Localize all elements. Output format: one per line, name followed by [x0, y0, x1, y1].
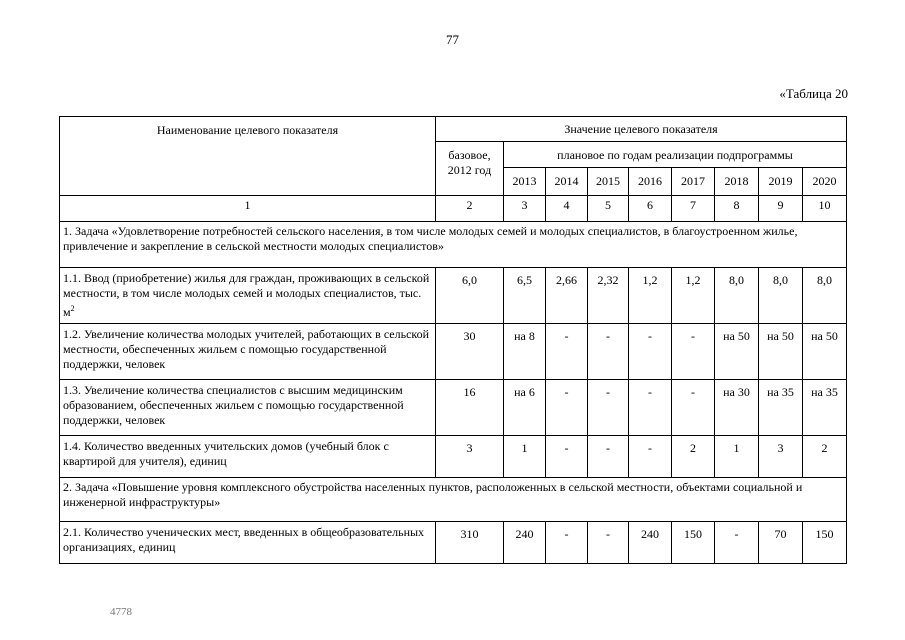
indicator-row: [60, 380, 847, 436]
value-cell: 3: [759, 436, 803, 478]
value-cell: 1: [504, 436, 546, 478]
target-indicators-table: [59, 116, 847, 564]
value-cell: 240: [629, 522, 672, 564]
value-cell: 16: [436, 380, 504, 436]
value-cell: -: [715, 522, 759, 564]
value-cell: на 6: [504, 380, 546, 436]
year-cell: 2013: [504, 168, 546, 196]
value-cell: 2,66: [546, 268, 588, 324]
value-cell: 8,0: [715, 268, 759, 324]
year-cell: 2015: [588, 168, 629, 196]
header-indicator-value: Значение целевого показателя: [436, 117, 847, 142]
header-row-1: [60, 117, 847, 142]
header-planned: плановое по годам реализации подпрограммы: [504, 142, 847, 168]
year-cell: 2018: [715, 168, 759, 196]
indicator-name: 1.2. Увеличение количества молодых учителей, работающих в сельской местности, обеспеченных жильем с помощью государственной поддержки, человек: [60, 324, 436, 380]
value-cell: 3: [436, 436, 504, 478]
column-number: 1: [60, 196, 436, 222]
indicator-name: 1.4. Количество введенных учительских домов (учебный блок с квартирой для учителя), единиц: [60, 436, 436, 478]
value-cell: 2,32: [588, 268, 629, 324]
value-cell: на 35: [759, 380, 803, 436]
year-cell: 2017: [672, 168, 715, 196]
column-number: 8: [715, 196, 759, 222]
year-cell: 2019: [759, 168, 803, 196]
indicator-row: [60, 522, 847, 564]
column-number: 3: [504, 196, 546, 222]
value-cell: 1,2: [672, 268, 715, 324]
value-cell: 150: [803, 522, 847, 564]
task-row: [60, 478, 847, 522]
value-cell: 240: [504, 522, 546, 564]
indicator-name: [60, 268, 436, 324]
value-cell: 6,0: [436, 268, 504, 324]
value-cell: -: [546, 324, 588, 380]
task-row: [60, 222, 847, 268]
unit-superscript: 2: [70, 304, 75, 313]
task-title: 2. Задача «Повышение уровня комплексного обустройства населенных пунктов, расположенных в сельской местности, объектами социальной и инженерной инфраструктуры»: [60, 478, 847, 522]
value-cell: 8,0: [803, 268, 847, 324]
year-cell: 2020: [803, 168, 847, 196]
value-cell: -: [629, 436, 672, 478]
value-cell: на 30: [715, 380, 759, 436]
indicator-row: [60, 268, 847, 324]
value-cell: -: [588, 436, 629, 478]
value-cell: на 8: [504, 324, 546, 380]
header-indicator-name: Наименование целевого показателя: [60, 117, 436, 196]
page-number: 77: [446, 32, 459, 47]
value-cell: -: [588, 324, 629, 380]
column-number: 6: [629, 196, 672, 222]
value-cell: -: [546, 436, 588, 478]
value-cell: 310: [436, 522, 504, 564]
indicator-row: [60, 324, 847, 380]
value-cell: 8,0: [759, 268, 803, 324]
value-cell: на 50: [715, 324, 759, 380]
column-number: 2: [436, 196, 504, 222]
value-cell: 2: [672, 436, 715, 478]
value-cell: -: [546, 522, 588, 564]
value-cell: -: [629, 380, 672, 436]
value-cell: 2: [803, 436, 847, 478]
value-cell: 6,5: [504, 268, 546, 324]
value-cell: 70: [759, 522, 803, 564]
value-cell: -: [672, 324, 715, 380]
year-cell: 2014: [546, 168, 588, 196]
value-cell: 150: [672, 522, 715, 564]
value-cell: -: [588, 522, 629, 564]
value-cell: на 35: [803, 380, 847, 436]
value-cell: -: [588, 380, 629, 436]
value-cell: -: [629, 324, 672, 380]
value-cell: на 50: [803, 324, 847, 380]
column-number: 7: [672, 196, 715, 222]
indicator-name-text: 1.1. Ввод (приобретение) жилья для граждан, проживающих в сельской местности, в том числе молодых семей и молодых специалистов, тыс. м: [63, 271, 430, 319]
column-number: 10: [803, 196, 847, 222]
value-cell: 30: [436, 324, 504, 380]
value-cell: -: [546, 380, 588, 436]
indicator-name: 2.1. Количество ученических мест, введенных в общеобразовательных организациях, единиц: [60, 522, 436, 564]
task-title: 1. Задача «Удовлетворение потребностей сельского населения, в том числе молодых семей и молодых специалистов, в благоустроенном жилье, привлечение и закрепление в сельской местности молодых специалистов»: [60, 222, 847, 268]
column-number: 9: [759, 196, 803, 222]
value-cell: на 50: [759, 324, 803, 380]
column-numbers-row: [60, 196, 847, 222]
table-label: «Таблица 20: [779, 86, 848, 101]
year-cell: 2016: [629, 168, 672, 196]
footer-mark: 4778: [110, 606, 132, 618]
header-base-year: базовое, 2012 год: [436, 142, 504, 196]
indicator-row: [60, 436, 847, 478]
indicator-name: 1.3. Увеличение количества специалистов с высшим медицинским образованием, обеспеченных жильем с помощью государственной поддержки, человек: [60, 380, 436, 436]
value-cell: 1,2: [629, 268, 672, 324]
value-cell: 1: [715, 436, 759, 478]
column-number: 4: [546, 196, 588, 222]
value-cell: -: [672, 380, 715, 436]
column-number: 5: [588, 196, 629, 222]
